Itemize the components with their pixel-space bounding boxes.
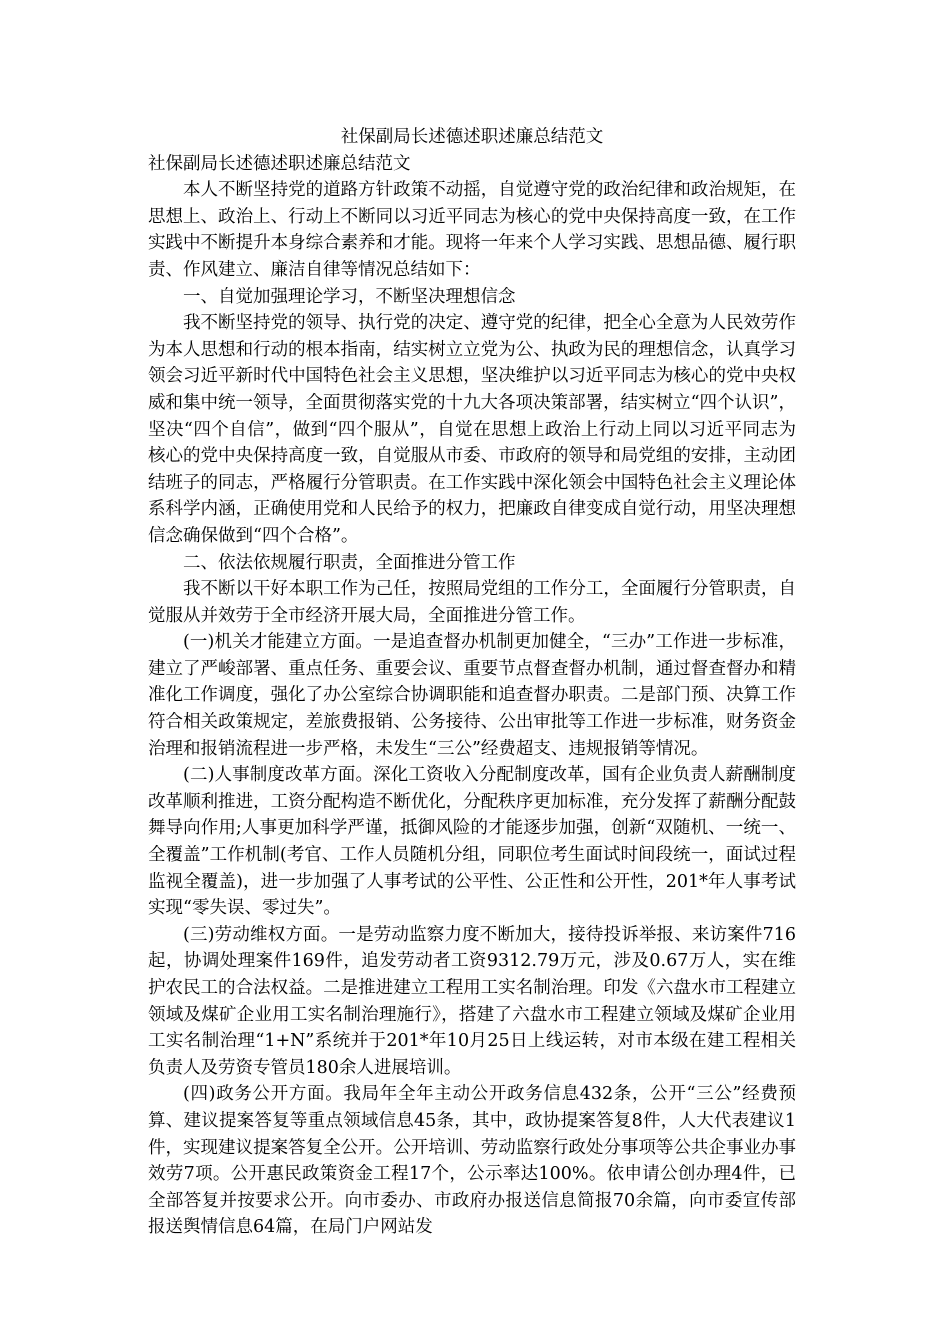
subsection-3-paragraph: (三)劳动维权方面。一是劳动监察力度不断加大，接待投诉举报、来访案件716起，协调处理案件169件，追发劳动者工资9312.79万元，涉及0.67万人，实在维护农民工的合法权益。二是推进建立工程用工实名制治理。印发《六盘水市工程建立领域及煤矿企业用工实名制治理施行》，搭建了六盘水市工程建立领域及煤矿企业用工实名制治理“1+N”系统并于201*年10月25日上线运转，对市本级在建工程相关负责人及劳资专管员180余人进展培训。 — [148, 924, 796, 1078]
section-2-intro-paragraph: 我不断以干好本职工作为己任，按照局党组的工作分工，全面履行分管职责，自觉服从并效劳于全市经济开展大局，全面推进分管工作。 — [148, 579, 796, 626]
section-heading-1: 一、自觉加强理论学习，不断坚决理想信念 — [183, 286, 516, 307]
section-heading-2: 二、依法依规履行职责，全面推进分管工作 — [183, 552, 516, 573]
subsection-1-paragraph: (一)机关才能建立方面。一是追查督办机制更加健全，“三办”工作进一步标准，建立了严峻部署、重点任务、重要会议、重要节点督查督办机制，通过督查督办和精准化工作调度，强化了办公室综合协调职能和追查督办职责。二是部门预、决算工作符合相关政策规定，差旅费报销、公务接待、公出审批等工作进一步标准，财务资金治理和报销流程进一步严格，未发生“三公”经费超支、违规报销等情况。 — [148, 632, 796, 759]
document-title: 社保副局长述德述职述廉总结范文 — [340, 127, 604, 147]
subsection-2-paragraph: (二)人事制度改革方面。深化工资收入分配制度改革，国有企业负责人薪酬制度改革顺利推进，工资分配构造不断优化，分配秩序更加标准，充分发挥了薪酬分配鼓舞导向作用;人事更加科学严谨，抵御风险的才能逐步加强，创新“双随机、一统一、全覆盖”工作机制(考官、工作人员随机分组，同职位考生面试时间段统一，面试过程监视全覆盖)，进一步加强了人事考试的公平性、公正性和公开性，201*年人事考试实现“零失误、零过失”。 — [148, 765, 796, 919]
document-subtitle: 社保副局长述德述职述廉总结范文 — [148, 153, 411, 174]
subsection-4-paragraph: (四)政务公开方面。我局年全年主动公开政务信息432条，公开“三公”经费预算、建议提案答复等重点领域信息45条，其中，政协提案答复8件，人大代表建议1件，实现建议提案答复全公开。公开培训、劳动监察行政处分事项等公共企事业办事效劳7项。公开惠民政策资金工程17个，公示率达100%。依申请公创办理4件，已全部答复并按要求公开。向市委办、市政府办报送信息简报70余篇，向市委宣传部报送舆情信息64篇，在局门户网站发 — [148, 1084, 796, 1238]
intro-paragraph: 本人不断坚持党的道路方针政策不动摇，自觉遵守党的政治纪律和政治规矩，在思想上、政治上、行动上不断同以习近平同志为核心的党中央保持高度一致，在工作实践中不断提升本身综合素养和才能。现将一年来个人学习实践、思想品德、履行职责、作风建立、廉洁自律等情况总结如下： — [148, 180, 796, 280]
document-page — [148, 124, 796, 1241]
section-1-paragraph: 我不断坚持党的领导、执行党的决定、遵守党的纪律，把全心全意为人民效劳作为本人思想和行动的根本指南，结实树立立党为公、执政为民的理想信念，认真学习领会习近平新时代中国特色社会主义思想，坚决维护以习近平同志为核心的党中央权威和集中统一领导，全面贯彻落实党的十九大各项决策部署，结实树立“四个认识”，坚决“四个自信”，做到“四个服从”，自觉在思想上政治上行动上同以习近平同志为核心的党中央保持高度一致，自觉服从市委、市政府的领导和局党组的安排，主动团结班子的同志，严格履行分管职责。在工作实践中深化领会中国特色社会主义理论体系科学内涵，正确使用党和人民给予的权力，把廉政自律变成自觉行动，用坚决理想信念确保做到“四个合格”。 — [148, 313, 796, 546]
